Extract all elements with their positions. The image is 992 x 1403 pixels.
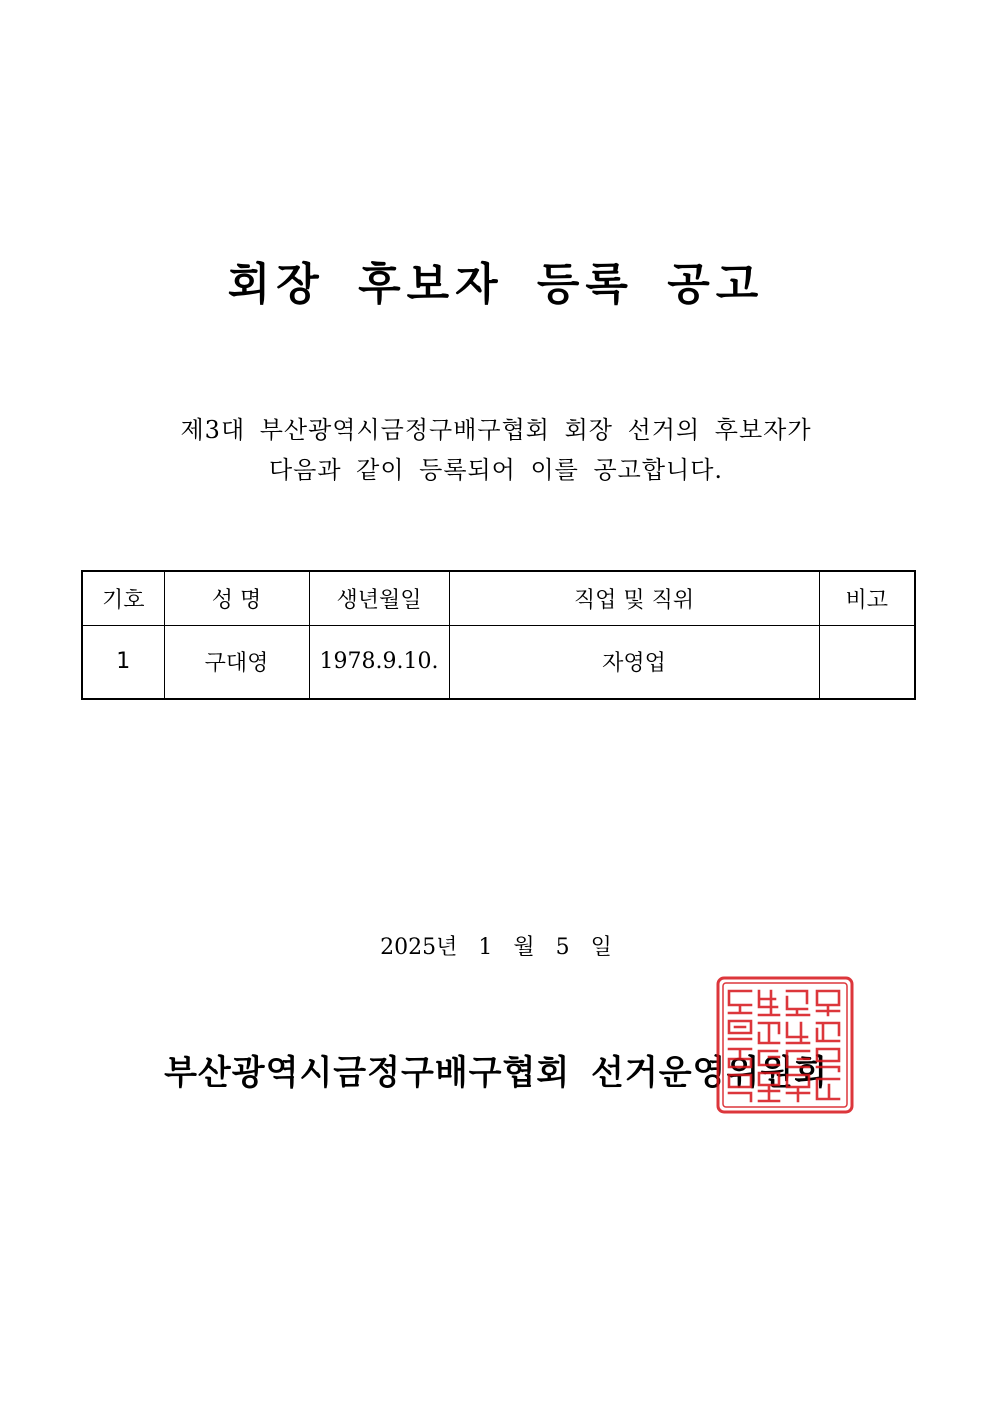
header-occupation: 직업 및 직위 [449, 571, 819, 625]
candidate-table [81, 570, 916, 700]
announcement-line-2: 다음과 같이 등록되어 이를 공고합니다. [268, 456, 724, 484]
header-number: 기호 [82, 571, 164, 625]
header-birthdate: 생년월일 [309, 571, 449, 625]
cell-remarks [819, 625, 915, 699]
cell-birthdate: 1978.9.10. [309, 625, 449, 699]
date-month: 1 [478, 935, 493, 960]
header-name: 성 명 [164, 571, 309, 625]
cell-occupation: 자영업 [449, 625, 819, 699]
page-title: 회장 후보자 등록 공고 [227, 259, 765, 311]
announcement-date [0, 930, 992, 966]
cell-number: 1 [82, 625, 164, 699]
announcement-line-1: 제3대 부산광역시금정구배구협회 회장 선거의 후보자가 [180, 416, 812, 444]
date-day: 5 [555, 935, 570, 960]
date-day-unit: 일 [590, 935, 612, 960]
announcement-text [0, 410, 992, 490]
date-year: 2025년 [380, 935, 458, 960]
official-seal-stamp [715, 975, 855, 1115]
cell-name: 구대영 [164, 625, 309, 699]
date-month-unit: 월 [513, 935, 535, 960]
header-remarks: 비고 [819, 571, 915, 625]
table-row [82, 625, 915, 699]
issuer-name: 부산광역시금정구배구협회 선거운영위원회 [164, 1053, 828, 1093]
table-header-row [82, 571, 915, 625]
